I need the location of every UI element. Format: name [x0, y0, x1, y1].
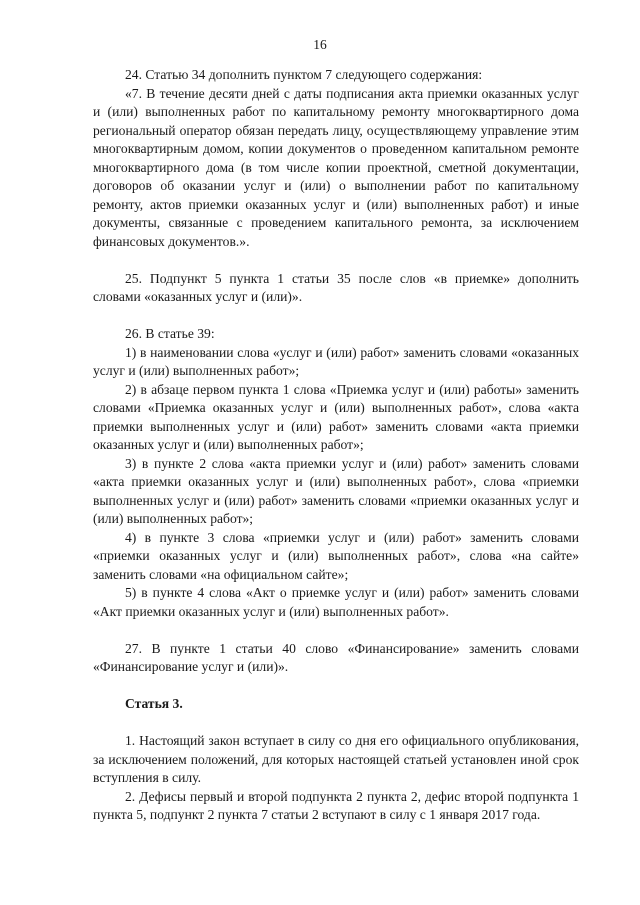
paragraph-26-item-3: 3) в пункте 2 слова «акта приемки услуг и (или) работ» заменить словами «акта приемки оказанных услуг и (или) выполненных работ», слова «приемки выполненных услуг и (или) работ» заменить словами «приемки оказанных услуг и (или) выполненных работ»;: [93, 455, 579, 526]
paragraph-24-intro: 24. Статью 34 дополнить пунктом 7 следующего содержания:: [125, 67, 483, 82]
paragraph-26-intro: 26. В статье 39:: [125, 326, 215, 341]
paragraph-26-item-1: 1) в наименовании слова «услуг и (или) работ» заменить словами «оказанных услуг и (или) выполненных работ»;: [93, 344, 579, 378]
paragraph-26-item-5: 5) в пункте 4 слова «Акт о приемке услуг и (или) работ» заменить словами «Акт приемки оказанных услуг и (или) выполненных работ».: [93, 585, 579, 619]
paragraph-25: 25. Подпункт 5 пункта 1 статьи 35 после слов «в приемке» дополнить словами «оказанных услуг и (или)».: [93, 270, 579, 304]
page-number: 16: [313, 37, 327, 52]
article-3-clause-2: 2. Дефисы первый и второй подпункта 2 пункта 2, дефис второй подпункта 1 пункта 5, подпункт 2 пункта 7 статьи 2 вступают в силу с 1 января 2017 года.: [93, 788, 579, 822]
paragraph-26-item-2: 2) в абзаце первом пункта 1 слова «Приемка услуг и (или) работы» заменить словами «Приемка оказанных услуг и (или) выполненных работ», слова «акта приемки выполненных услуг и (или) работ» заменить словами «акта приемки оказанных услуг и (или) выполненных работ»;: [93, 381, 579, 452]
document-body: [93, 66, 579, 825]
article-3-clause-1: 1. Настоящий закон вступает в силу со дня его официального опубликования, за исключением положений, для которых настоящей статьей установлен иной срок вступления в силу.: [93, 733, 579, 785]
paragraph-24-quote: «7. В течение десяти дней с даты подписания акта приемки оказанных услуг и (или) выполненных работ по капитальному ремонту многоквартирного дома региональный оператор обязан передать лицу, осуществляющему управление этим многоквартирным домом, копии документов о проведенном капитальном ремонте многоквартирного дома (в том числе копии проектной, сметной документации, договоров об оказании услуг и (или) о выполнении работ по капитальному ремонту, актов приемки оказанных услуг и (или) выполненных работ) и иные документы, связанные с проведением капитального ремонта, за исключением финансовых документов.».: [93, 85, 579, 249]
paragraph-27: 27. В пункте 1 статьи 40 слово «Финансирование» заменить словами «Финансирование услуг и (или)».: [93, 640, 579, 674]
article-3-heading: Статья 3.: [125, 696, 183, 711]
paragraph-26-item-4: 4) в пункте 3 слова «приемки услуг и (или) работ» заменить словами «приемки оказанных услуг и (или) выполненных работ», слова «на сайте» заменить словами «на официальном сайте»;: [93, 529, 579, 582]
